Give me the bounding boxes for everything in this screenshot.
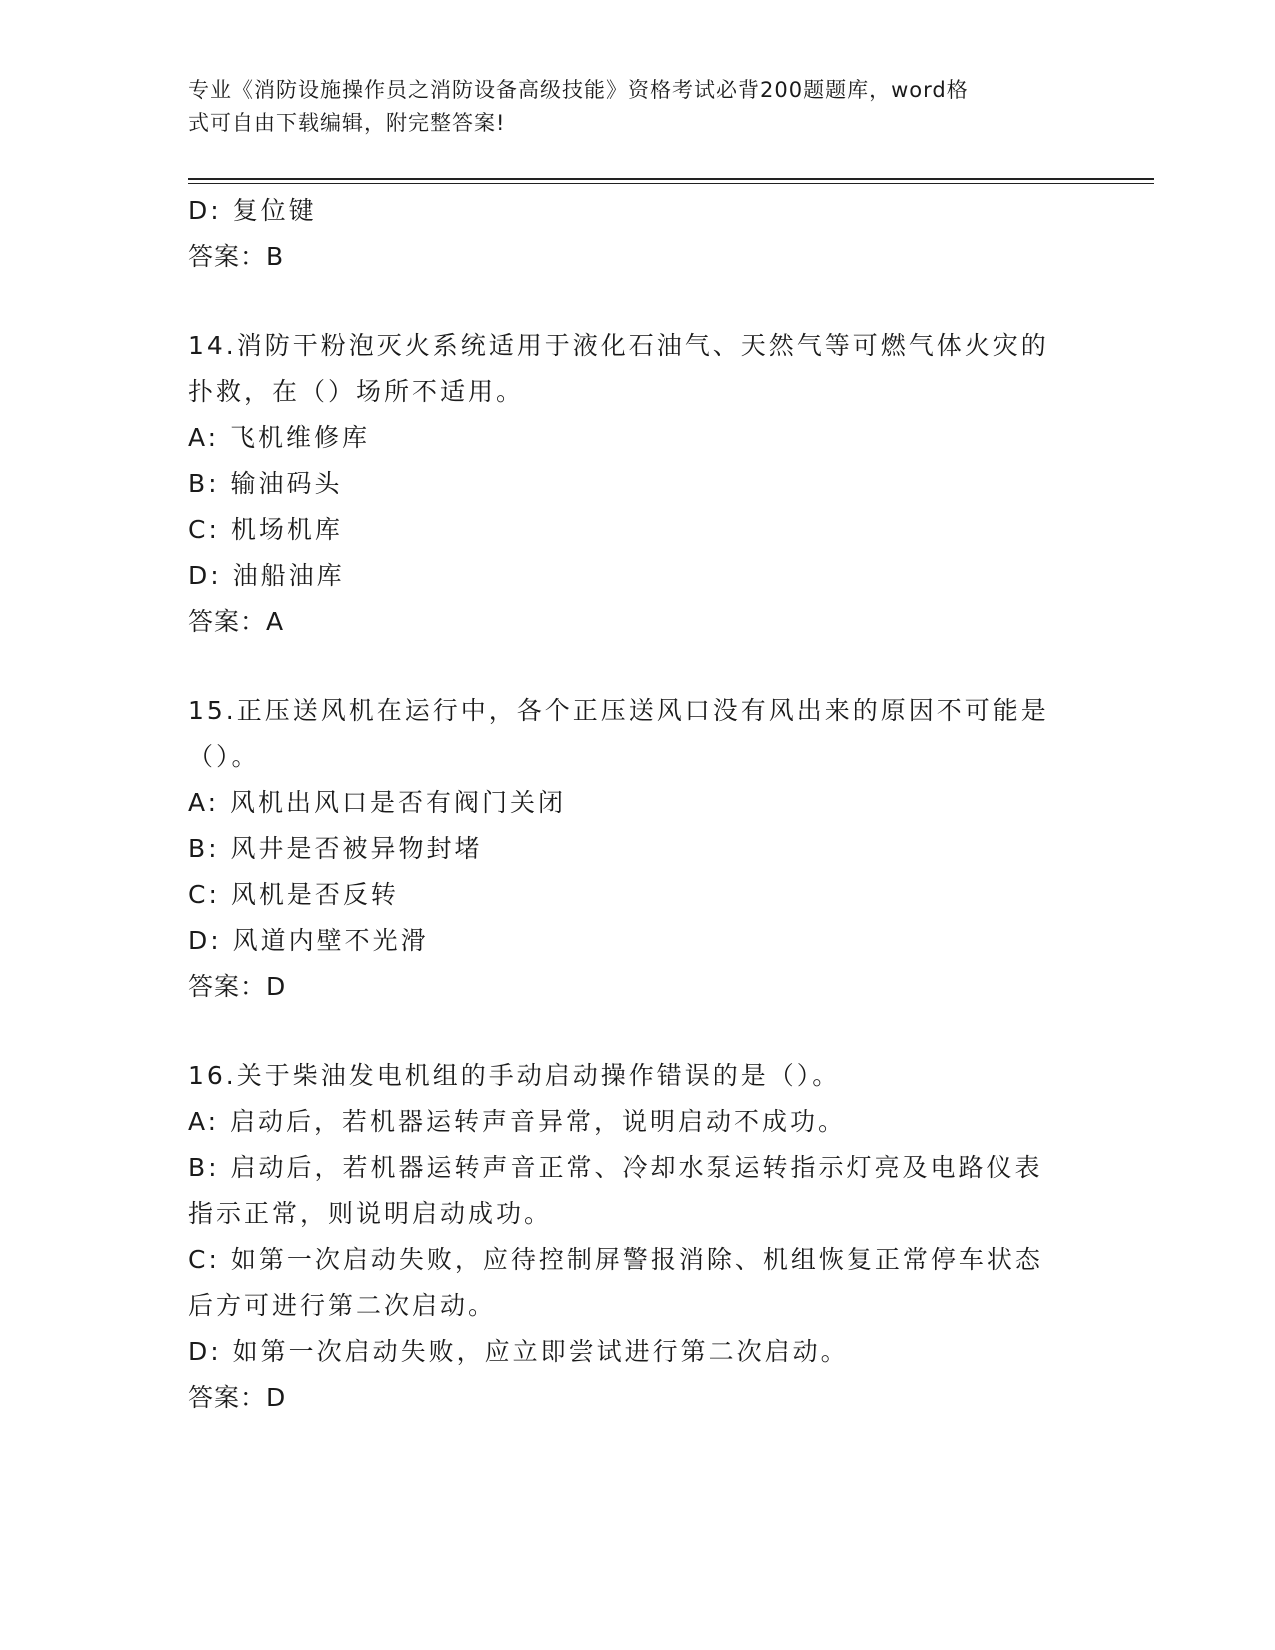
question-stem-line-1: 15.正压送风机在运行中，各个正压送风口没有风出来的原因不可能是 <box>188 696 1049 725</box>
option-d: D: 如第一次启动失败，应立即尝试进行第二次启动。 <box>188 1337 849 1366</box>
option-d: D: 油船油库 <box>188 561 345 590</box>
answer: 答案：A <box>188 607 285 636</box>
header-line-2: 式可自由下载编辑，附完整答案! <box>188 111 506 135</box>
option-c-line-1: C: 如第一次启动失败，应待控制屏警报消除、机组恢复正常停车状态 <box>188 1245 1043 1274</box>
option-b: B: 输油码头 <box>188 469 343 498</box>
question-14 <box>188 323 1088 645</box>
document-header <box>188 74 1068 140</box>
header-rule-thick <box>188 178 1154 180</box>
option-c-line-2: 后方可进行第二次启动。 <box>188 1291 497 1320</box>
question-stem-line-1: 16.关于柴油发电机组的手动启动操作错误的是（）。 <box>188 1061 841 1090</box>
question-stem-line-1: 14.消防干粉泡灭火系统适用于液化石油气、天然气等可燃气体火灾的 <box>188 331 1049 360</box>
option-a: A: 启动后，若机器运转声音异常，说明启动不成功。 <box>188 1107 847 1136</box>
option-b-line-2: 指示正常，则说明启动成功。 <box>188 1199 553 1228</box>
option-c: C: 风机是否反转 <box>188 880 399 909</box>
question-13-tail <box>188 188 1088 280</box>
question-list <box>188 188 1088 1421</box>
question-16 <box>188 1053 1088 1421</box>
question-15 <box>188 688 1088 1010</box>
header-rule-thin <box>188 183 1154 184</box>
option-d: D: 复位键 <box>188 196 317 225</box>
answer: 答案：D <box>188 1383 287 1412</box>
question-stem-line-2: 扑救，在（）场所不适用。 <box>188 377 525 406</box>
question-stem-line-2: （）。 <box>188 742 260 771</box>
option-c: C: 机场机库 <box>188 515 343 544</box>
option-a: A: 风机出风口是否有阀门关闭 <box>188 788 567 817</box>
answer: 答案：D <box>188 972 287 1001</box>
option-b: B: 风井是否被异物封堵 <box>188 834 483 863</box>
option-a: A: 飞机维修库 <box>188 423 371 452</box>
option-d: D: 风道内壁不光滑 <box>188 926 429 955</box>
header-line-1: 专业《消防设施操作员之消防设备高级技能》资格考试必背200题题库，word格 <box>188 78 969 102</box>
answer: 答案：B <box>188 242 285 271</box>
option-b-line-1: B: 启动后，若机器运转声音正常、冷却水泵运转指示灯亮及电路仪表 <box>188 1153 1043 1182</box>
